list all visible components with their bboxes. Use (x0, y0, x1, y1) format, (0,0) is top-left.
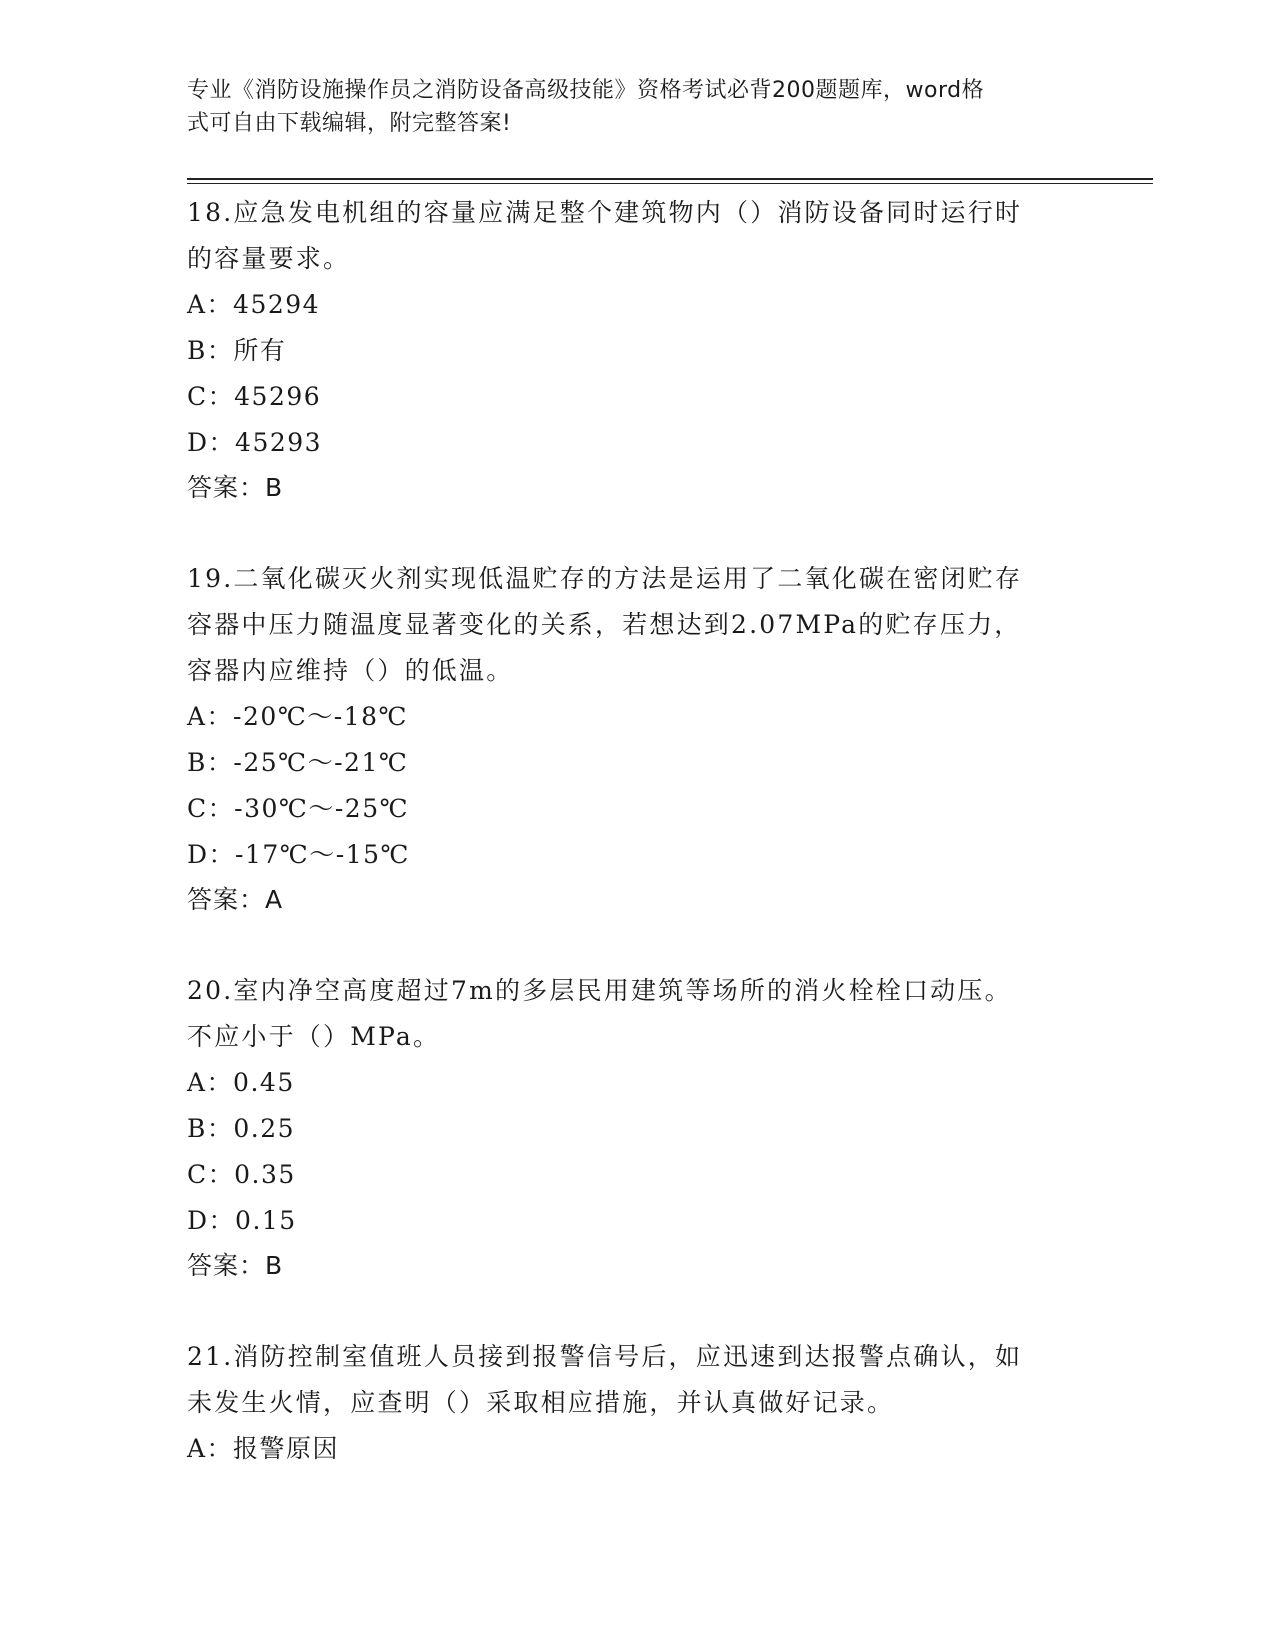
question-text-line: 20.室内净空高度超过7m的多层民用建筑等场所的消火栓栓口动压。 (187, 976, 1012, 1005)
question-list (187, 190, 1087, 1518)
question-text-line: 不应小于（）MPa。 (187, 1022, 441, 1051)
option-c: C：0.35 (187, 1160, 296, 1189)
question-20 (187, 968, 1087, 1288)
option-a: A：报警原因 (187, 1434, 340, 1463)
question-text-line: 未发生火情，应查明（）采取相应措施，并认真做好记录。 (187, 1388, 895, 1417)
option-a: A：0.45 (187, 1068, 295, 1097)
option-b: B：0.25 (187, 1114, 296, 1143)
option-d: D：-17℃～-15℃ (187, 840, 410, 869)
option-b: B：-25℃～-21℃ (187, 748, 409, 777)
header-divider-thick (187, 178, 1153, 180)
header-divider-thin (187, 183, 1153, 184)
question-text-line: 21.消防控制室值班人员接到报警信号后，应迅速到达报警点确认，如 (187, 1342, 1023, 1371)
answer-line: 答案：A (187, 885, 284, 914)
answer-line: 答案：B (187, 473, 284, 502)
option-b: B：所有 (187, 336, 287, 365)
question-text-line: 19.二氧化碳灭火剂实现低温贮存的方法是运用了二氧化碳在密闭贮存 (187, 564, 1023, 593)
option-c: C：-30℃～-25℃ (187, 794, 410, 823)
question-19 (187, 556, 1087, 922)
answer-line: 答案：B (187, 1251, 284, 1280)
header-line-1: 专业《消防设施操作员之消防设备高级技能》资格考试必背200题题库，word格 (187, 78, 985, 103)
option-d: D：0.15 (187, 1206, 297, 1235)
question-text-line: 容器中压力随温度显著变化的关系，若想达到2.07MPa的贮存压力， (187, 610, 1022, 639)
option-a: A：45294 (187, 290, 321, 319)
option-d: D：45293 (187, 428, 323, 457)
question-text-line: 容器内应维持（）的低温。 (187, 656, 514, 685)
option-c: C：45296 (187, 382, 322, 411)
header-line-2: 式可自由下载编辑，附完整答案! (187, 111, 512, 136)
question-18 (187, 190, 1087, 510)
option-a: A：-20℃～-18℃ (187, 702, 409, 731)
question-21 (187, 1334, 1087, 1472)
document-header (187, 74, 1067, 140)
question-text-line: 的容量要求。 (187, 244, 351, 273)
question-text-line: 18.应急发电机组的容量应满足整个建筑物内（）消防设备同时运行时 (187, 198, 1023, 227)
